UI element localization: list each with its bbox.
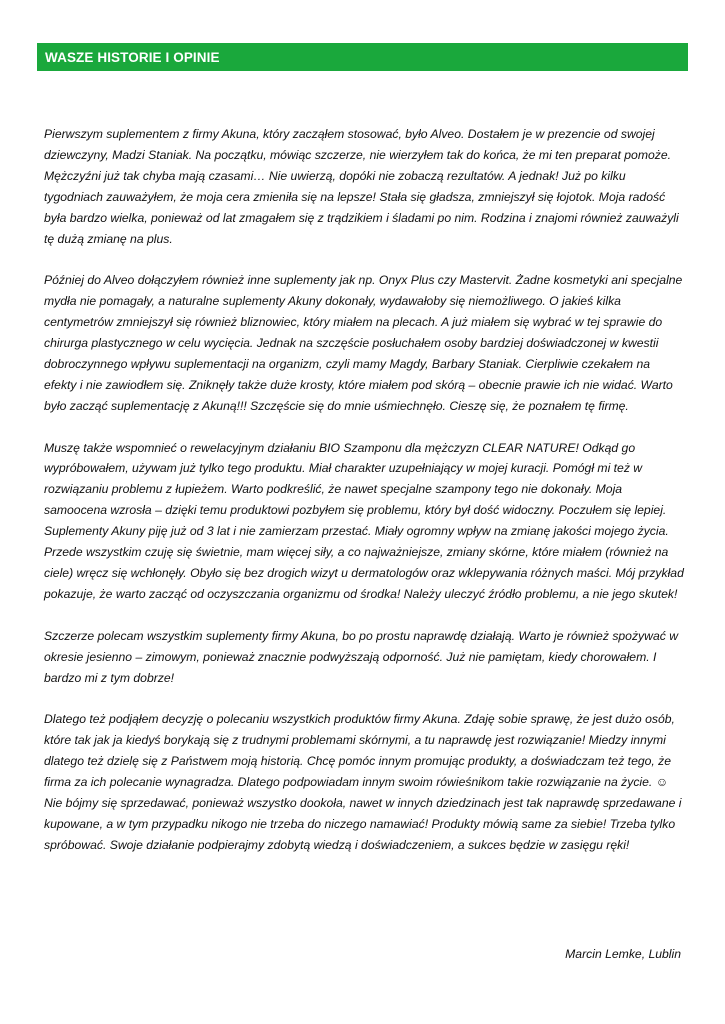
testimonial-body xyxy=(44,124,684,856)
testimonial-paragraph: Dlatego też podjąłem decyzję o polecaniu wszystkich produktów firmy Akuna. Zdaję sobie sprawę, że jest dużo osób, które tak jak ja kiedyś borykają się z trudnymi problemami skórnymi, a tu naprawdę jest rozwiązanie! Miedzy innymi dlatego też dzielę się z Państwem moją historią. Chcę pomóc innym promując produkty, a doświadczam też tego, że firma za ich polecanie wynagradza. Dlatego podpowiadam innym swoim rówieśnikom takie rozwiązanie na życie. ☺Nie bójmy się sprzedawać, ponieważ wszystko dookoła, nawet w innych dziedzinach jest tak naprawdę sprzedawane i kupowane, a w tym przypadku nikogo nie trzeba do niczego namawiać! Produkty mówią same za siebie! Trzeba tylko spróbować. Swoje działanie podpierajmy zdobytą wiedzą i doświadczeniem, a sukces będzie w zasięgu ręki! xyxy=(44,712,682,852)
testimonial-paragraph: Suplementy Akuny piję już od 3 lat i nie zamierzam przestać. Miały ogromny wpływ na zmianę jakości mojego życia. Przede wszystkim czuję się świetnie, mam więcej siły, a co najważniejsze, zmiany skórne, które miałem (również na ciele) wręcz się wchłonęły. Obyło się bez drogich wizyt u dermatologów oraz wklepywania różnych maści. Mój przykład pokazuje, że warto zacząć od oczyszczania organizmu od środka! Należy uleczyć źródło problemu, a nie jego skutek! xyxy=(44,524,684,601)
author-signature: Marcin Lemke, Lublin xyxy=(565,947,681,961)
testimonial-paragraph: Muszę także wspomnieć o rewelacyjnym działaniu BIO Szamponu dla mężczyzn CLEAR NATURE! Odkąd go wypróbowałem, używam już tylko tego produktu. Miał charakter uzupełniający w mojej kuracji. Pomógł mi też w rozwiązaniu problemu z łupieżem. Warto podkreślić, że nawet specjalne szampony tego nie dokonały. Moja samoocena wzrosła – dzięki temu produktowi pozbyłem się problemu, który był dość widoczny. Poczułem się lepiej. xyxy=(44,440,667,518)
section-header-bar xyxy=(37,43,688,71)
section-title: WASZE HISTORIE I OPINIE xyxy=(45,49,220,65)
testimonial-paragraph: Szczerze polecam wszystkim suplementy firmy Akuna, bo po prostu naprawdę działają. Warto je również spożywać w okresie jesienno – zimowym, ponieważ znacznie podwyższają odporność. Już nie pamiętam, kiedy chorowałem. I bardzo mi z tym dobrze! xyxy=(44,628,679,685)
testimonial-paragraph: Później do Alveo dołączyłem również inne suplementy jak np. Onyx Plus czy Mastervit. Żadne kosmetyki ani specjalne mydła nie pomagały, a naturalne suplementy Akuny dokonały, wydawałoby się niemożliwego. O jakieś kilka centymetrów zmniejszył się również bliznowiec, który miałem na plecach. A już miałem się wybrać w tej sprawie do chirurga plastycznego w celu wycięcia. Jednak na szczęście posłuchałem osoby bardziej doświadczonej w kwestii dobroczynnego wpływu suplementacji na organizm, czyli mamy Magdy, Barbary Staniak. Cierpliwie czekałem na efekty i nie zawiodłem się. Zniknęły także duże krosty, które miałem pod skórą – obecnie prawie ich nie widać. Warto było zacząć suplementację z Akuną!!! Szczęście się do mnie uśmiechnęło. Cieszę się, że poznałem tę firmę. xyxy=(44,273,683,413)
testimonial-paragraph: Pierwszym suplementem z firmy Akuna, który zacząłem stosować, było Alveo. Dostałem je w prezencie od swojej dziewczyny, Madzi Staniak. Na początku, mówiąc szczerze, nie wierzyłem tak do końca, że mi ten preparat pomoże. Mężczyźni już tak chyba mają czasami… Nie uwierzą, dopóki nie zobaczą rezultatów. A jednak! Już po kilku tygodniach zauważyłem, że moja cera zmieniła się na lepsze! Stała się gładsza, zmniejszył się łojotok. Moja radość była bardzo wielka, ponieważ od lat zmagałem się z trądzikiem i śladami po nim. Rodzina i znajomi również zauważyli tę dużą zmianę na plus. xyxy=(44,127,679,246)
